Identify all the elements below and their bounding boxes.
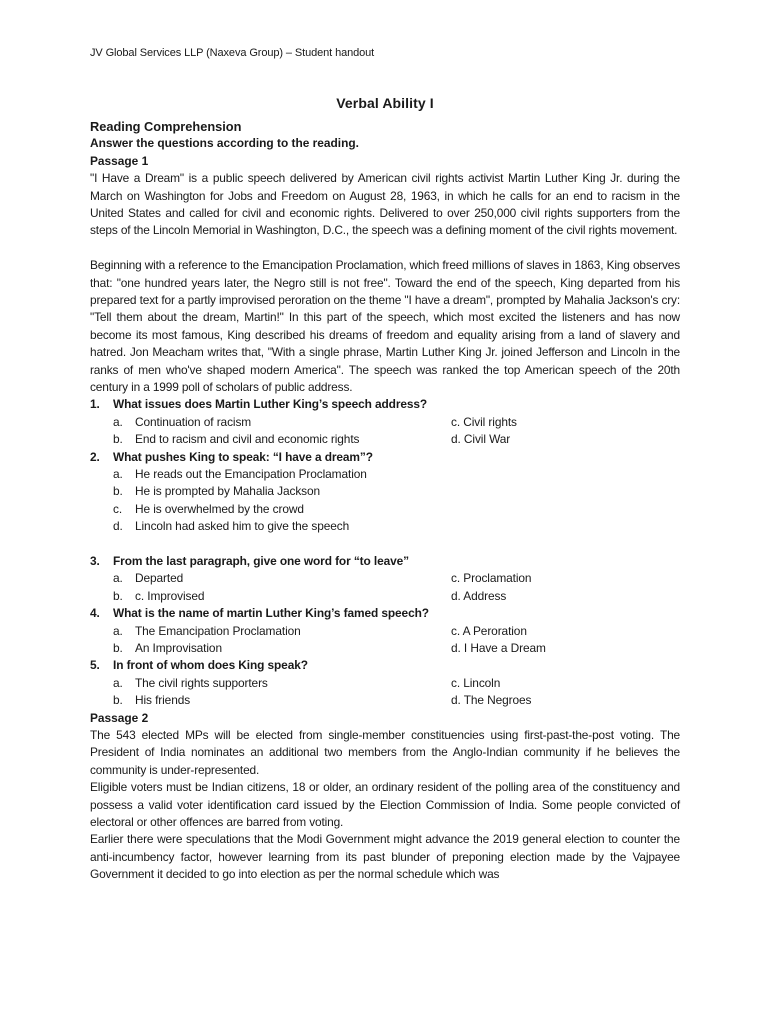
option-row: [90, 570, 680, 587]
option-row: [90, 692, 680, 709]
option-text-right: d. The Negroes: [451, 693, 532, 708]
option-letter: b.: [113, 693, 123, 708]
option-text: He reads out the Emancipation Proclamation: [135, 467, 367, 482]
option-text-right: c. Proclamation: [451, 571, 532, 586]
question-text: From the last paragraph, give one word for “to leave”: [113, 554, 409, 569]
question-text: What issues does Martin Luther King’s speech address?: [113, 397, 428, 412]
option-text: He is overwhelmed by the crowd: [135, 501, 304, 516]
option-text-right: c. Lincoln: [451, 675, 501, 690]
option-row: [90, 431, 680, 448]
question-number: 3.: [90, 554, 100, 569]
question-number: 2.: [90, 449, 100, 464]
option-letter: a.: [113, 623, 123, 638]
option-text-right: d. I Have a Dream: [451, 641, 546, 656]
question-3: [90, 553, 680, 570]
question-text: In front of whom does King speak?: [113, 658, 308, 673]
question-5: [90, 657, 680, 674]
passage-2-paragraph-1: The 543 elected MPs will be elected from single-member constituencies using first-past-the-post voting. The President of India nominates an additional two members from the Anglo-Indian community if he believes the community is under-represented.: [90, 728, 680, 777]
option-text: Departed: [135, 571, 184, 586]
question-1: [90, 396, 680, 413]
option-row: [90, 640, 680, 657]
passage-1-paragraph-2: Beginning with a reference to the Emancipation Proclamation, which freed millions of slaves in 1863, King observes that: "one hundred years later, the Negro still is not free". Toward the end of the speech, King departed from his prepared text for a partly improvised peroration on the theme "I have a dream", prompted by Mahalia Jackson's cry: "Tell them about the dream, Martin!" In this part of the speech, which most excited the listeners and has now become its most famous, King described his dreams of freedom and equality arising from a land of slavery and hatred. Jon Meacham writes that, "With a single phrase, Martin Luther King Jr. joined Jefferson and Lincoln in the ranks of men who've shaped modern America". The speech was ranked the top American speech of the 20th century in a 1999 poll of scholars of public address.: [90, 258, 680, 395]
passage-1-label: Passage 1: [90, 153, 149, 168]
question-text: What is the name of martin Luther King’s famed speech?: [113, 606, 429, 621]
option-text-right: c. A Peroration: [451, 623, 527, 638]
option-letter: a.: [113, 467, 123, 482]
option-letter: b.: [113, 588, 123, 603]
option-letter: a.: [113, 675, 123, 690]
question-text: What pushes King to speak: “I have a dream”?: [113, 449, 373, 464]
option-text: He is prompted by Mahalia Jackson: [135, 484, 321, 499]
option-row: [90, 501, 680, 518]
option-letter: d.: [113, 519, 123, 534]
option-letter: a.: [113, 571, 123, 586]
question-number: 5.: [90, 658, 100, 673]
passage-2-paragraph-2: Eligible voters must be Indian citizens, 18 or older, an ordinary resident of the polling area of the constituency and possess a valid voter identification card issued by the Election Commission of India. Some people convicted of electoral or other offences are barred from voting.: [90, 780, 680, 830]
question-number: 1.: [90, 397, 100, 412]
option-text: Lincoln had asked him to give the speech: [135, 519, 350, 534]
option-row: [90, 466, 680, 483]
section-heading: Reading Comprehension: [90, 119, 242, 134]
paragraph-spacer: [90, 240, 680, 257]
passage-2-paragraph-3: Earlier there were speculations that the Modi Government might advance the 2019 general election to counter the anti-incumbency factor, however learning from its past blunder of preponing election made by the Vajpayee Government it decided to go into election as per the normal schedule which was: [90, 832, 680, 882]
option-text: His friends: [135, 693, 191, 708]
option-text: The civil rights supporters: [135, 675, 268, 690]
option-letter: c.: [113, 501, 123, 516]
option-row: [90, 414, 680, 431]
passage-1-paragraph-1: "I Have a Dream" is a public speech delivered by American civil rights activist Martin Luther King Jr. during the March on Washington for Jobs and Freedom on August 28, 1963, in which he calls for an end to racism in the United States and called for civil and economic rights. Delivered to over 250,000 civil rights supporters from the steps of the Lincoln Memorial in Washington, D.C., the speech was a defining moment of the civil rights movement.: [90, 171, 680, 238]
option-letter: b.: [113, 641, 123, 656]
option-text: c. Improvised: [135, 588, 205, 603]
option-row: [90, 588, 680, 605]
option-row: [90, 483, 680, 500]
question-number: 4.: [90, 606, 100, 621]
option-letter: b.: [113, 484, 123, 499]
question-4: [90, 605, 680, 622]
paragraph-spacer: [90, 536, 680, 553]
option-row: [90, 518, 680, 535]
document-header: JV Global Services LLP (Naxeva Group) – Student handout: [90, 47, 375, 59]
question-2: [90, 449, 680, 466]
page-title: Verbal Ability I: [336, 95, 434, 111]
instruction-text: Answer the questions according to the reading.: [90, 136, 359, 151]
option-text-right: d. Civil War: [451, 432, 511, 447]
option-row: [90, 675, 680, 692]
option-text: The Emancipation Proclamation: [135, 623, 301, 638]
passage-2-label: Passage 2: [90, 710, 149, 725]
option-text-right: d. Address: [451, 588, 507, 603]
option-letter: a.: [113, 414, 123, 429]
option-text: An Improvisation: [135, 641, 222, 656]
option-letter: b.: [113, 432, 123, 447]
option-row: [90, 623, 680, 640]
option-text: End to racism and civil and economic rights: [135, 432, 360, 447]
option-text-right: c. Civil rights: [451, 414, 517, 429]
document-body: [90, 118, 680, 884]
option-text: Continuation of racism: [135, 414, 252, 429]
